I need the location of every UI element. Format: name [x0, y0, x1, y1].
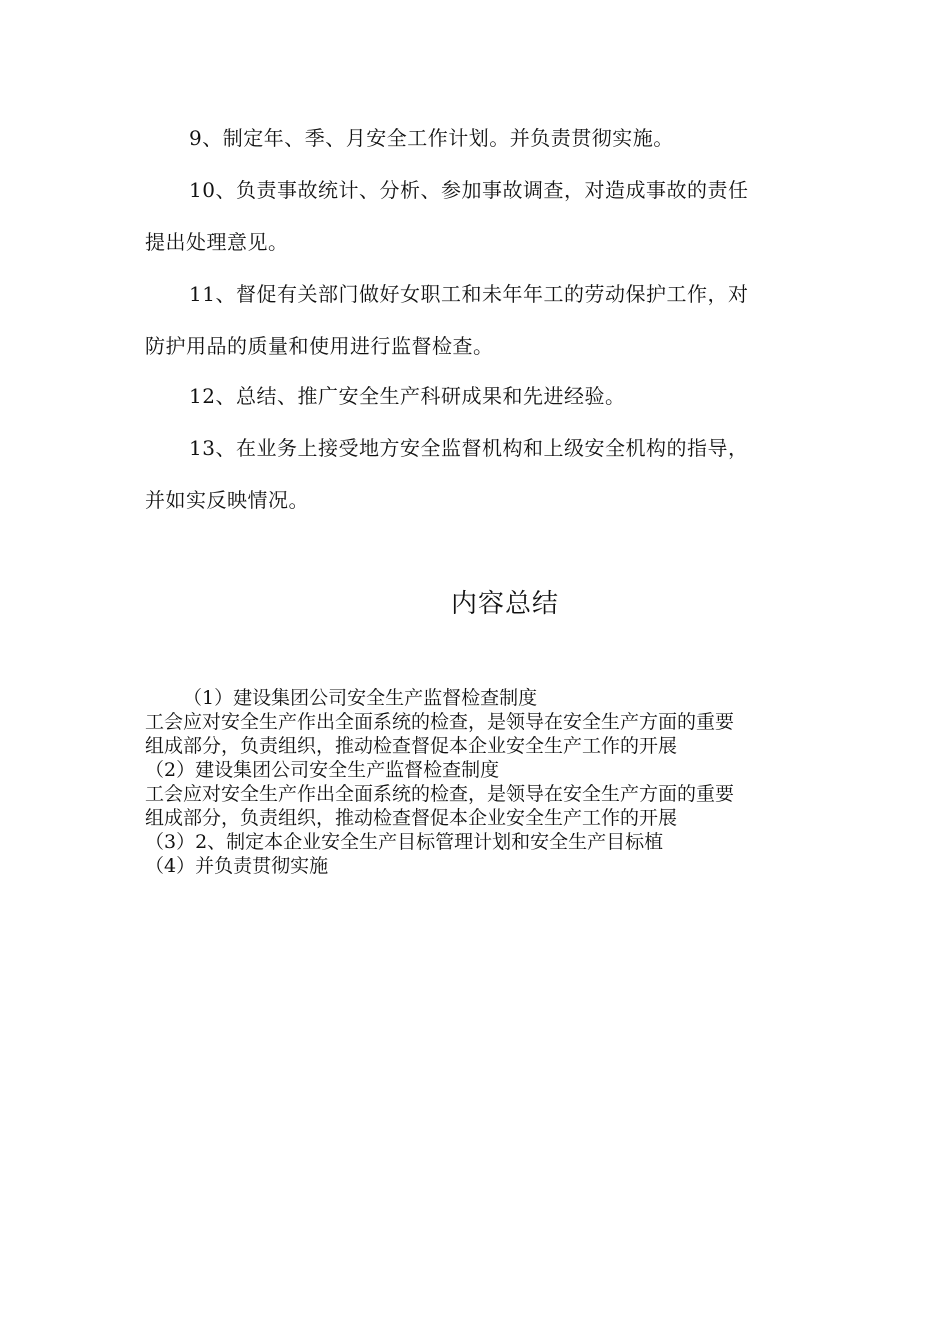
item-13-line-2: 并如实反映情况。 — [145, 488, 309, 512]
summary-title: 内容总结 — [450, 589, 559, 619]
list-item-9 — [145, 112, 795, 164]
summary-line-3: 组成部分，负责组织，推动检查督促本企业安全生产工作的开展 — [145, 735, 678, 757]
summary-block — [145, 686, 805, 878]
summary-line-8: （4）并负责贯彻实施 — [145, 855, 329, 877]
item-11-line-1: 11、督促有关部门做好女职工和未年年工的劳动保护工作，对 — [189, 282, 749, 306]
list-item-10 — [145, 164, 795, 268]
item-10-line-2: 提出处理意见。 — [145, 230, 289, 254]
item-10-line-1: 10、负责事故统计、分析、参加事故调查，对造成事故的责任 — [189, 178, 749, 202]
summary-line-4: （2）建设集团公司安全生产监督检查制度 — [145, 759, 500, 781]
summary-line-5: 工会应对安全生产作出全面系统的检查，是领导在安全生产方面的重要 — [145, 783, 735, 805]
item-11-line-2: 防护用品的质量和使用进行监督检查。 — [145, 334, 494, 358]
summary-line-7: （3）2、制定本企业安全生产目标管理计划和安全生产目标植 — [145, 831, 664, 853]
summary-line-1: （1）建设集团公司安全生产监督检查制度 — [183, 687, 538, 709]
list-item-13 — [145, 422, 795, 526]
item-12-line-1: 12、总结、推广安全生产科研成果和先进经验。 — [189, 384, 626, 408]
list-item-12 — [145, 370, 795, 422]
summary-line-2: 工会应对安全生产作出全面系统的检查，是领导在安全生产方面的重要 — [145, 711, 735, 733]
list-item-11 — [145, 268, 795, 372]
summary-line-6: 组成部分，负责组织，推动检查督促本企业安全生产工作的开展 — [145, 807, 678, 829]
item-13-line-1: 13、在业务上接受地方安全监督机构和上级安全机构的指导， — [189, 436, 749, 460]
item-9-line-1: 9、制定年、季、月安全工作计划。并负责贯彻实施。 — [189, 126, 674, 150]
